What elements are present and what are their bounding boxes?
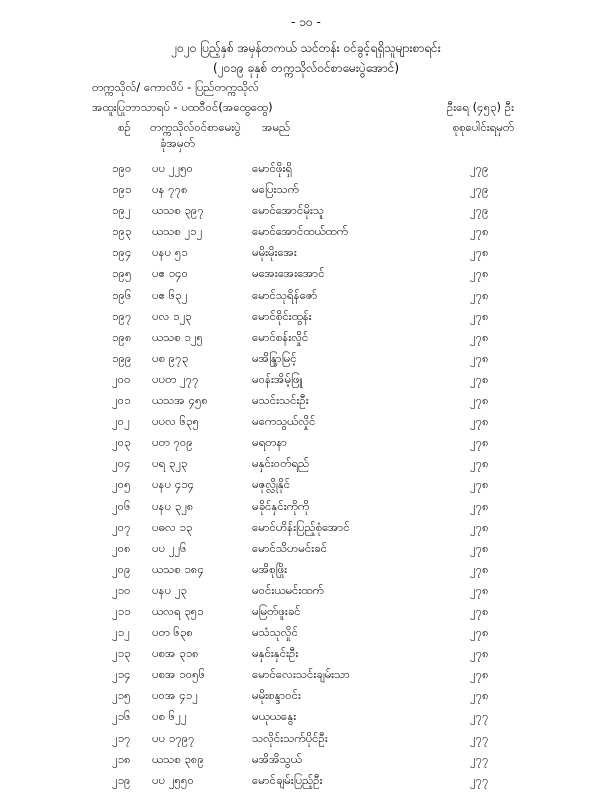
table-row [0,709,612,730]
row-mark: ၂၇၈ [470,414,489,429]
row-roll: ပပလ ၆၃၅ [152,414,199,429]
row-roll: ယသစ ၁၂၅ [152,329,203,344]
row-roll: ပနပ ၅၁ [152,245,188,260]
row-name: မဝန်းအိမ့်ဖြူ [252,371,303,386]
row-no: ၂၀၇ [112,519,131,534]
row-mark: ၂၇၈ [470,625,489,640]
row-mark: ၂၇၉ [470,182,489,197]
table-row [0,667,612,688]
table-row [0,773,612,794]
table-row [0,372,612,393]
row-name: မရတနာ [252,435,288,450]
row-roll: ပစ ၆၂၂ [152,709,187,724]
row-roll: ပနပ ၄၁၄ [152,477,195,492]
row-no: ၂၀၁ [112,393,131,408]
table-row [0,604,612,625]
table-row [0,520,612,541]
row-name: မမြတ်ဖူးခင် [252,603,301,618]
table-row [0,309,612,330]
row-name: မခိုင်နှင်းကိုကို [252,498,310,513]
table-row [0,161,612,182]
row-name: မောင်အောင်ထယ်ထက် [252,224,349,239]
row-name: မသင်းသင်းဦး [252,393,309,408]
table-row [0,731,612,752]
row-name: မအိအိသွယ် [252,751,302,766]
table-row [0,203,612,224]
row-roll: ပလ ၁၂၃ [152,308,192,323]
row-name: မောင်စိုင်းထွန်း [252,308,312,323]
row-roll: ပဝအ ၄၁၂ [152,688,198,703]
table-row [0,646,612,667]
row-name: မောင်ဟိန်းပြည့်စုံအောင် [252,519,350,534]
quota-line: ဦးရေ (၄၅၃) ဦး [446,100,514,114]
row-no: ၂၁၅ [112,688,131,703]
row-mark: ၂၇၈ [470,477,489,492]
row-mark: ၂၇၈ [470,287,489,302]
row-mark: ၂၇၈ [470,266,489,281]
document-subtitle: (၂၀၁၉ ခုနှစ် တက္ကသိုလ်ဝင်စာမေးပွဲအောင်) [212,61,400,75]
row-roll: ပဧ ၁၄၀ [152,266,189,281]
row-no: ၁၉၃ [112,224,132,239]
table-row [0,224,612,245]
row-mark: ၂၇၈ [470,519,489,534]
row-name: မသံသုလှိုင် [252,625,298,640]
row-mark: ၂၇၇ [470,709,489,724]
row-no: ၂၁၆ [112,709,131,724]
row-no: ၁၉၉ [112,350,132,365]
row-mark: ၂၇၈ [470,646,489,661]
row-roll: ပနပ ၂၃ [152,582,187,597]
row-name: မနှင်းဝတ်ရည် [252,456,310,471]
row-roll: ပရ ၃၂၃ [152,456,188,471]
table-row [0,456,612,477]
row-roll: ပပ ၂၂၅၀ [152,161,194,175]
row-no: ၂၀၆ [112,498,131,513]
results-table [0,161,612,794]
row-roll: ပပ ၂၅၅၀ [152,772,194,787]
row-no: ၁၉၁ [112,182,132,197]
row-roll: ယသအ ၄၅၈ [152,393,209,408]
row-no: ၂၁၈ [112,751,131,766]
row-name: မဇုလ္လိုနိုင် [252,477,291,492]
row-mark: ၂၇၉ [470,203,489,218]
row-roll: ပတ ၆၃၈ [152,625,193,640]
row-roll: ပတ ၇၀၉ [152,435,193,450]
table-row [0,499,612,520]
row-mark: ၂၇၈ [470,498,489,513]
row-name: မောင်အောင်မိုးသူ [252,203,324,218]
row-roll: ပဓလ ၁၃ [152,519,193,534]
row-name: မအိန္ဒြာမြင့် [252,350,297,365]
row-name: မနှင်းနှင်းဦး [252,646,299,661]
row-name: မောင်ချမ်းပြည့်ဦး [252,772,323,787]
row-name: မပြေးသက် [252,182,299,197]
row-roll: ပစ ၉၇၃ [152,350,189,365]
row-no: ၂၁၀ [112,582,131,597]
row-mark: ၂၇၈ [470,456,489,471]
specialization-line: အထူးပြုဘာသာရပ် - ပထဝီဝင်(အထွေထွေ) [92,100,273,114]
table-row [0,477,612,498]
table-row [0,541,612,562]
row-no: ၂၀၈ [112,540,131,555]
table-row [0,583,612,604]
row-name: မမိုးစန္ဒာဝင်း [252,688,301,703]
row-roll: ယသစ ၁၈၄ [152,561,204,576]
row-no: ၂၁၂ [112,625,130,640]
row-roll: ပန ၇၇၈ [152,182,188,197]
header-mark: စုစုပေါင်းရမှတ် [452,120,514,134]
row-mark: ၂၇၈ [470,582,489,597]
row-name: မယုယနွေး [252,709,297,724]
row-mark: ၂၇၈ [470,561,489,576]
row-mark: ၂၇၉ [470,161,489,175]
header-roll-sub: ခုံအမှတ် [160,136,195,150]
row-mark: ၂၇၇ [470,730,489,745]
row-no: ၁၉၀ [112,161,132,175]
table-row [0,562,612,583]
row-name: မအေးအေးအောင် [252,266,325,281]
row-no: ၂၀၂ [112,414,130,429]
table-row [0,435,612,456]
row-no: ၁၉၈ [112,329,132,344]
row-roll: ယလရ ၃၅၁ [152,603,204,618]
row-name: မကေသွယ်လှိုင် [252,414,316,429]
row-name: သလိုင်းသက်ပိုင်ဦး [252,730,328,745]
row-roll: ယသစ ၃၉၇ [152,203,204,218]
table-row [0,351,612,372]
row-no: ၂၁၁ [112,603,131,618]
row-mark: ၂၇၈ [470,435,489,450]
row-mark: ၂၇၈ [470,308,489,323]
row-no: ၂၀၅ [112,477,131,492]
row-mark: ၂၇၈ [470,350,489,365]
header-no: စဉ် [118,120,131,134]
row-mark: ၂၇၈ [470,603,489,618]
document-title: ၂၀၂၀ ပြည့်နှစ် အမှန်တကယ် သင်တန်း ဝင်ခွင့်ရရှိသူများစာရင်း [171,41,441,55]
row-roll: ယသစ ၂၁၂ [152,224,203,239]
row-no: ၂၁၉ [112,772,131,787]
row-mark: ၂၇၈ [470,688,489,703]
row-roll: ပပတ ၂၇၇ [152,371,199,386]
row-roll: ပပ ၂၂၆ [152,540,187,555]
row-name: မောင်ဖိုးရှိ [252,161,293,175]
row-name: မဝင်းယမင်းထက် [252,582,324,597]
row-name: မောင်သုရိန်ဇော် [252,287,318,302]
row-no: ၂၁၃ [112,646,131,661]
row-mark: ၂၇၈ [470,371,489,386]
table-row [0,414,612,435]
row-no: ၁၉၆ [112,287,132,302]
row-no: ၂၀၃ [112,435,131,450]
header-name: အမည် [262,120,291,134]
row-no: ၂၀၉ [112,561,131,576]
row-mark: ၂၇၇ [470,751,489,766]
row-mark: ၂၇၈ [470,245,489,260]
row-mark: ၂၇၈ [470,224,489,239]
row-no: ၂၁၄ [112,667,131,682]
row-mark: ၂၇၈ [470,667,489,682]
university-line: တက္ကသိုလ်/ ကောလိပ် - ပြည်တက္ကသိုလ် [92,80,259,94]
row-no: ၁၉၂ [112,203,131,218]
row-roll: ယသစ ၃၈၉ [152,751,204,766]
row-name: မအိစုဖြိုး [252,561,288,576]
row-roll: ပစအ ၃၁၈ [152,646,199,661]
row-roll: ပနပ ၃၂၈ [152,498,194,513]
row-mark: ၂၇၇ [470,772,489,787]
row-name: မောင်သိဟမင်းခင် [252,540,328,555]
row-mark: ၂၇၈ [470,393,489,408]
table-row [0,752,612,773]
table-row [0,393,612,414]
row-no: ၁၉၇ [112,308,132,323]
table-row [0,245,612,266]
row-name: မောင်စန်းလှိုင် [252,329,309,344]
row-no: ၂၁၇ [112,730,131,745]
row-name: မမိုးမိုးအေး [252,245,297,260]
header-roll: တက္ကသိုလ်ဝင်စာမေးပွဲ [150,120,241,134]
table-row [0,330,612,351]
row-name: မောင်လေးသင်းချမ်းသာ [252,667,350,682]
row-mark: ၂၇၈ [470,329,489,344]
page-number: - ၁၀ - [291,15,321,29]
row-no: ၂၀၄ [112,456,131,471]
table-row [0,625,612,646]
row-no: ၂၀၀ [112,371,131,386]
table-row [0,688,612,709]
table-row [0,182,612,203]
row-roll: ပပ ၁၇၉၇ [152,730,195,745]
row-mark: ၂၇၈ [470,540,489,555]
row-no: ၁၉၅ [112,266,132,281]
row-roll: ပစအ ၁၀၅၆ [152,667,206,682]
row-no: ၁၉၄ [112,245,132,260]
table-row [0,288,612,309]
table-row [0,266,612,287]
row-roll: ပဧ ၆၃၂ [152,287,188,302]
